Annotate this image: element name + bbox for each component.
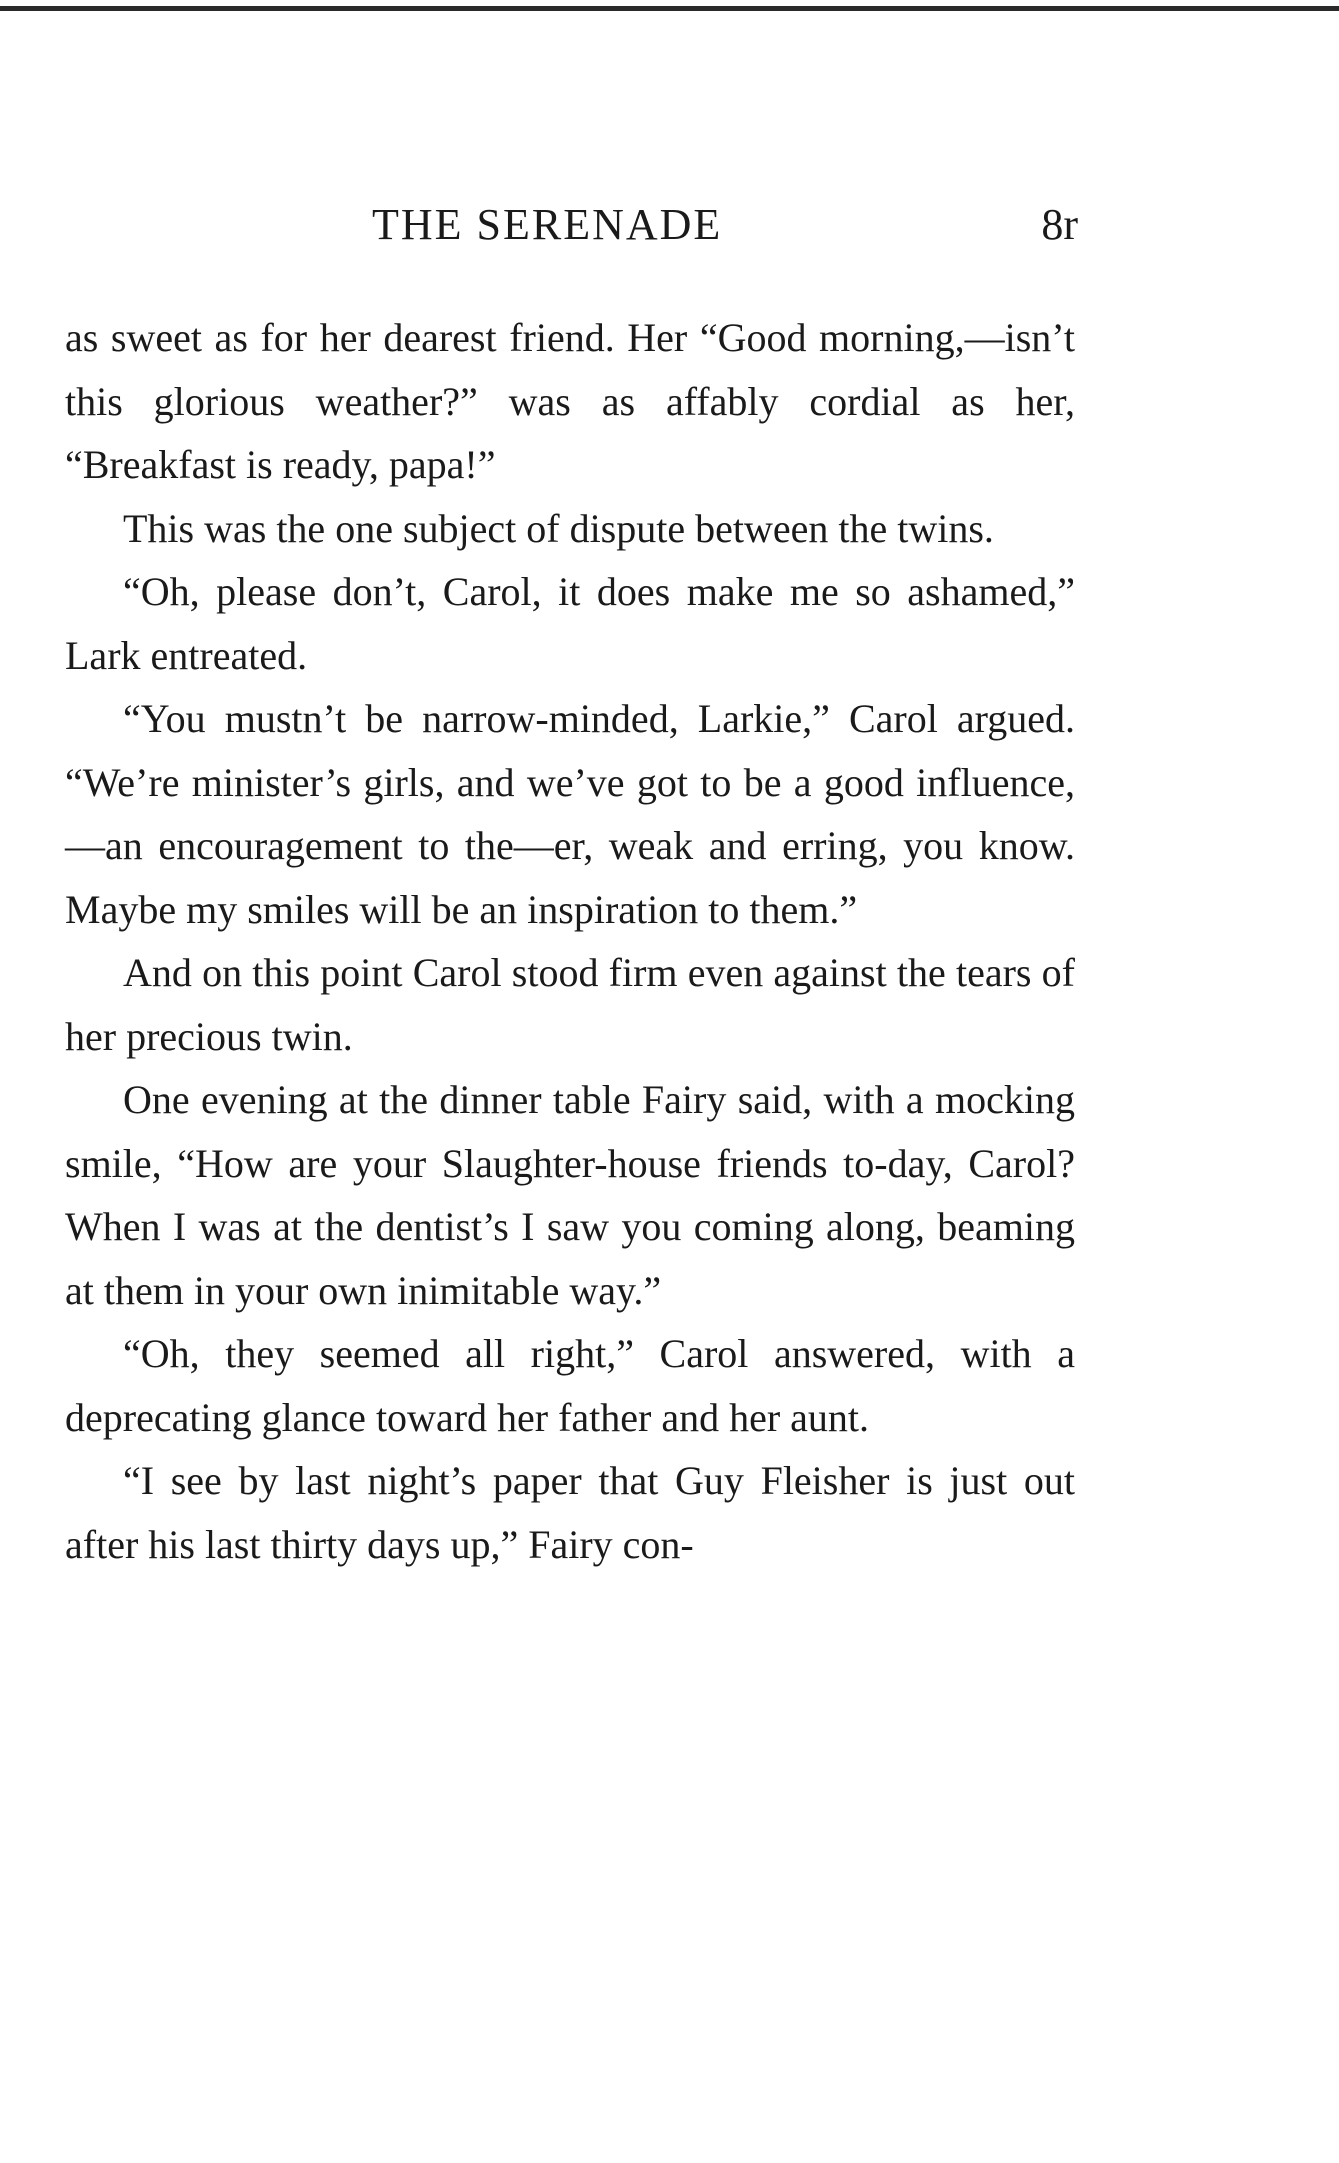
running-title: THE SERENADE: [372, 200, 723, 249]
paragraph: “Oh, they seemed all right,” Carol answered, with a deprecating glance toward her father and her aunt.: [65, 1331, 1075, 1440]
page-number: 8r: [1041, 200, 1078, 249]
paragraph: This was the one subject of dispute between the twins.: [123, 505, 994, 551]
body-text: [65, 306, 1075, 1576]
paragraph: as sweet as for her dearest friend. Her “Good morning,—isn’t this glorious weather?” was as affably cordial as her, “Breakfast is ready, papa!”: [65, 315, 1075, 487]
paragraph: “Oh, please don’t, Carol, it does make me so ashamed,” Lark entreated.: [65, 569, 1075, 678]
page-header: [360, 198, 1080, 252]
top-rule: [0, 6, 1339, 11]
paragraph: “I see by last night’s paper that Guy Fleisher is just out after his last thirty days up,” Fairy con-: [65, 1458, 1075, 1567]
paragraph: One evening at the dinner table Fairy said, with a mocking smile, “How are your Slaughter-house friends to-day, Carol? When I was at the dentist’s I saw you coming along, beaming at them in your own inimitable way.”: [65, 1077, 1075, 1313]
paragraph: And on this point Carol stood firm even against the tears of her precious twin.: [65, 950, 1075, 1059]
paragraph: “You mustn’t be narrow-minded, Larkie,” Carol argued. “We’re minister’s girls, and we’ve got to be a good influence,—an encouragement to the—er, weak and erring, you know. Maybe my smiles will be an inspiration to them.”: [65, 696, 1075, 932]
